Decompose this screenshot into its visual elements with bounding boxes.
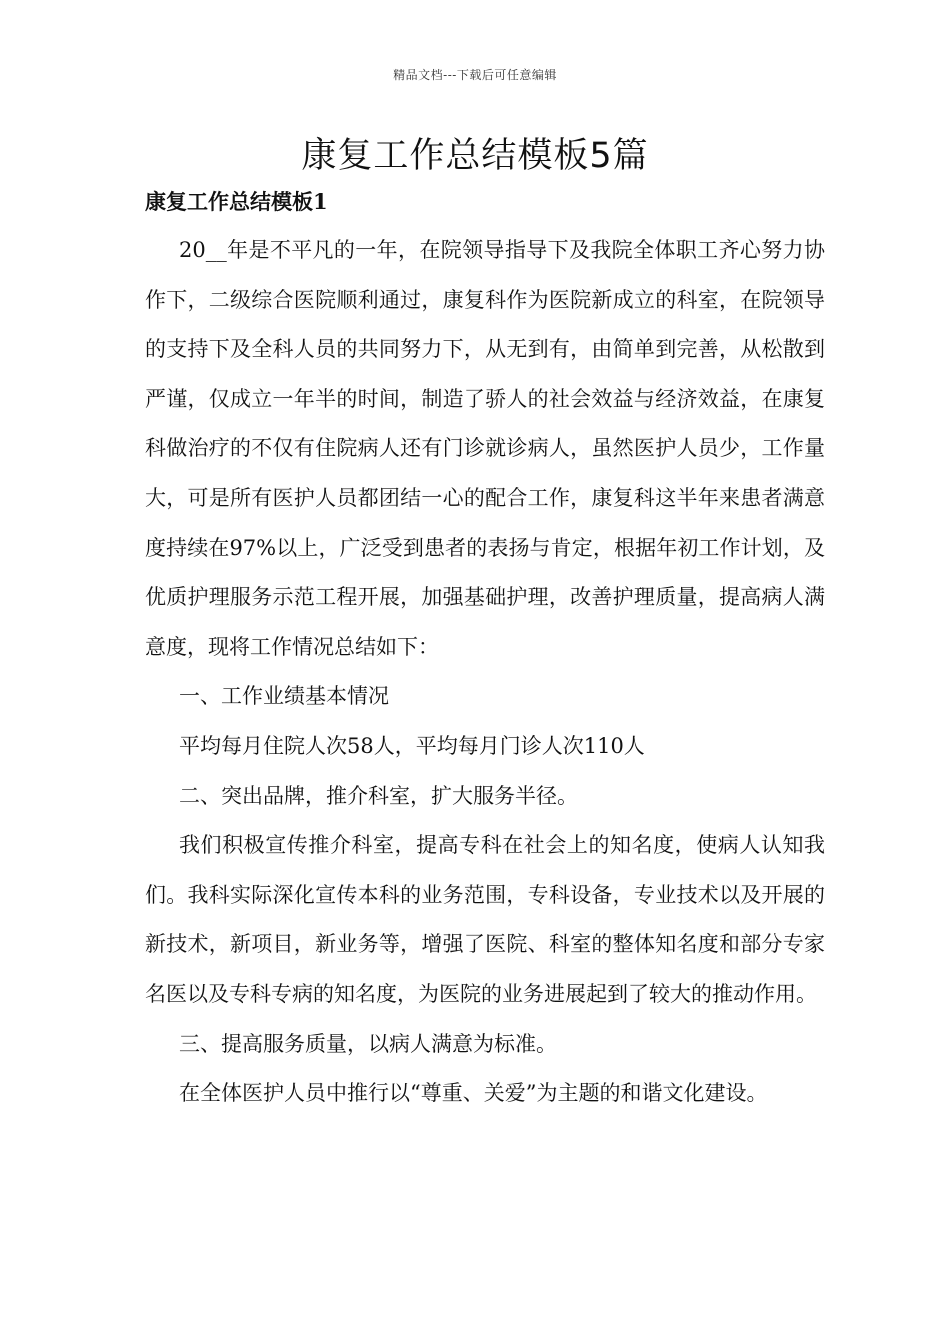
subheading-work-performance: 一、工作业绩基本情况 xyxy=(179,684,389,709)
paragraph-promotion: 我们积极宣传推介科室，提高专科在社会上的知名度，使病人认知我们。我科实际深化宣传本科的业务范围，专科设备，专业技术以及开展的新技术，新项目，新业务等，增强了医院、科室的整体知名度和部分专家名医以及专科专病的知名度，为医院的业务进展起到了较大的推动作用。 xyxy=(145,833,825,1006)
header-note: 精品文档---下载后可任意编辑 xyxy=(393,68,557,82)
document-title: 康复工作总结模板5篇 xyxy=(301,136,649,176)
document-body xyxy=(145,226,825,1119)
paragraph-harmony-culture: 在全体医护人员中推行以“尊重、关爱”为主题的和谐文化建设。 xyxy=(179,1081,768,1106)
section-heading: 康复工作总结模板1 xyxy=(145,189,328,214)
paragraph-intro: 20__年是不平凡的一年，在院领导指导下及我院全体职工齐心努力协作下，二级综合医院顺利通过，康复科作为医院新成立的科室，在院领导的支持下及全科人员的共同努力下，从无到有，由简单到完善，从松散到严谨，仅成立一年半的时间，制造了骄人的社会效益与经济效益，在康复科做治疗的不仅有住院病人还有门诊就诊病人，虽然医护人员少，工作量大，可是所有医护人员都团结一心的配合工作，康复科这半年来患者满意度持续在97%以上，广泛受到患者的表扬与肯定，根据年初工作计划，及优质护理服务示范工程开展，加强基础护理，改善护理质量，提高病人满意度，现将工作情况总结如下： xyxy=(145,238,825,659)
subheading-brand-promotion: 二、突出品牌，推介科室，扩大服务半径。 xyxy=(179,783,578,808)
subheading-service-quality: 三、提高服务质量，以病人满意为标准。 xyxy=(179,1031,557,1056)
paragraph-monthly-stats: 平均每月住院人次58人，平均每月门诊人次110人 xyxy=(179,733,645,758)
